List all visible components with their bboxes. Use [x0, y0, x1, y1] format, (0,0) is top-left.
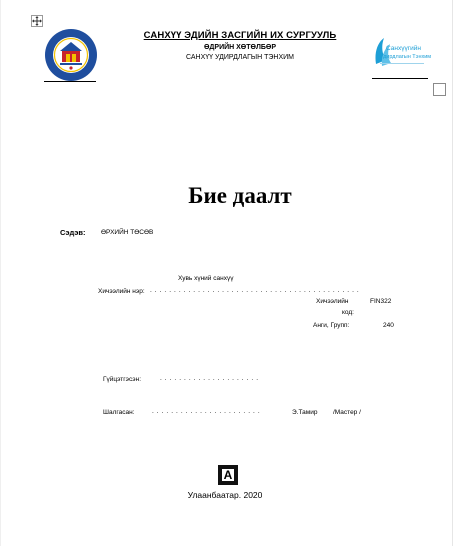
topic-label: Сэдэв: — [60, 228, 86, 237]
move-cross-icon[interactable] — [31, 15, 43, 27]
checker-title: /Мастер / — [333, 409, 361, 416]
checker-name: Э.Тамир — [292, 409, 318, 416]
class-group-label: Анги, Групп: — [313, 322, 350, 329]
program-name: ӨДРИЙН ХӨТӨЛБӨР — [203, 44, 277, 51]
letter-a-icon — [218, 465, 238, 485]
checked-by-label: Шалгасан: — [103, 409, 135, 416]
completed-by-label: Гүйцэтгэсэн: — [103, 376, 141, 383]
document-title: Бие даалт — [188, 183, 292, 208]
completed-by-dots: . . . . . . . . . . . . . . . . . . . . . — [160, 375, 259, 382]
class-group-value: 240 — [383, 322, 394, 329]
course-name-dots: . . . . . . . . . . . . . . . . . . . . . . . . . . . . . . . . . . . . . . . . . . . . — [150, 287, 360, 294]
letter-a-glyph: A — [221, 468, 235, 482]
department-logo-line1: Санхүүгийн — [386, 45, 421, 52]
course-code-value: FIN322 — [370, 298, 392, 305]
topic-value: ӨРХИЙН ТӨСӨВ — [101, 229, 154, 236]
checked-by-dots: . . . . . . . . . . . . . . . . . . . . . . . — [152, 408, 261, 415]
page-left-edge — [0, 0, 1, 546]
city-year: Улаанбаатар. 2020 — [187, 490, 263, 500]
department-logo — [372, 34, 432, 78]
school-name: САНХҮҮ УДИРДЛАГЫН ТЭНХИМ — [185, 54, 294, 61]
course-name-label: Хичээлийн нэр: — [98, 288, 145, 295]
university-emblem-logo — [44, 28, 98, 82]
course-subject: Хувь хүний санхүү — [178, 275, 234, 282]
left-logo-underline — [44, 81, 96, 82]
department-logo-line2: Удирдлагын Тэнхим — [380, 54, 432, 60]
right-logo-underline — [372, 78, 428, 79]
university-name: САНХҮҮ ЭДИЙН ЗАСГИЙН ИХ СУРГУУЛЬ — [143, 30, 337, 41]
course-code-label-line1: Хичээлийн — [316, 298, 349, 305]
resize-square-icon[interactable] — [433, 83, 446, 96]
course-code-label-line2: код: — [342, 309, 354, 316]
